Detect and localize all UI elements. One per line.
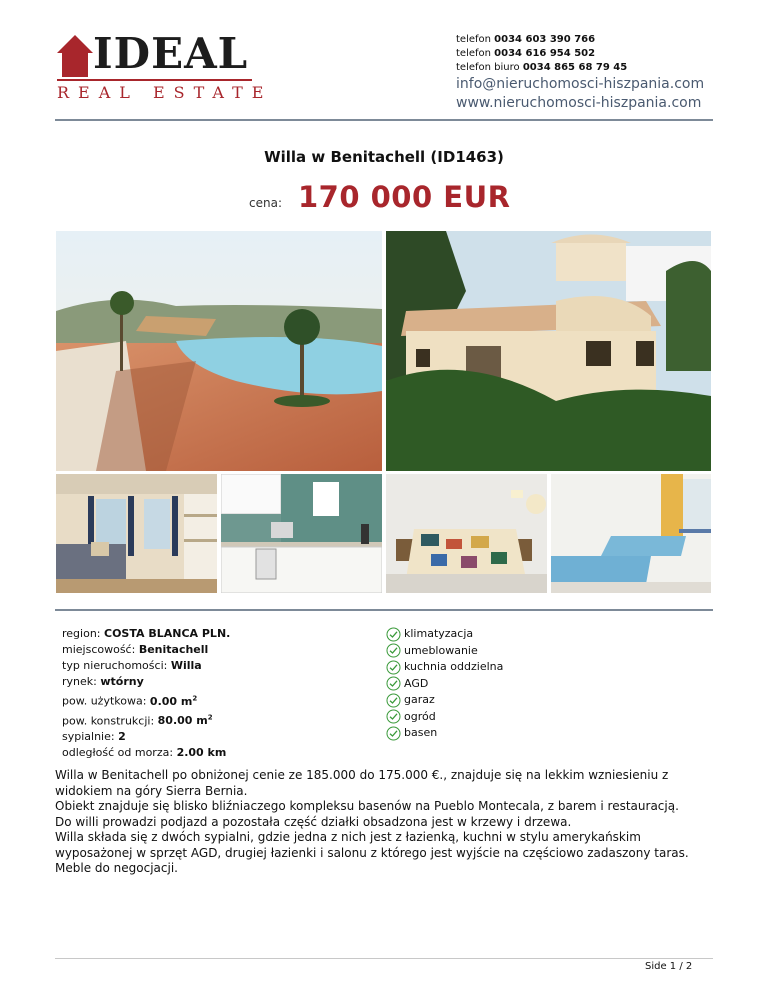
feature-item xyxy=(386,676,503,693)
description-paragraph: Meble do negocjacji. xyxy=(55,861,178,875)
spec-value: Benitachell xyxy=(138,643,209,656)
feature-label: umeblowanie xyxy=(404,643,478,657)
check-circle-icon xyxy=(386,660,401,675)
phone-number: 0034 603 390 766 xyxy=(494,34,596,45)
price-label: cena: xyxy=(249,196,282,210)
spec-built-area xyxy=(62,710,230,730)
phone-line-2 xyxy=(456,47,704,61)
property-specs xyxy=(62,626,230,761)
feature-item xyxy=(386,725,503,742)
description-paragraph: Willa w Benitachell po obniżonej cenie ze 185.000 do 175.000 €., znajduje się na lekkim wzniesieniu z widokiem na góry Sierra Bernia. xyxy=(55,768,669,798)
description-paragraph: Do willi prowadzi podjazd a pozostała część działki obsadzona jest w krzewy i drzewa. xyxy=(55,814,572,829)
photo-bedroom-twin xyxy=(551,474,711,593)
spec-label: pow. konstrukcji: xyxy=(62,714,155,728)
feature-label: kuchnia oddzielna xyxy=(404,660,504,673)
company-logo xyxy=(57,29,273,103)
spec-label: miejscowość: xyxy=(62,643,136,656)
email-link[interactable]: info@nieruchomosci-hiszpania.com xyxy=(456,76,705,92)
spec-label: sypialnie: xyxy=(62,730,115,744)
feature-item xyxy=(386,709,503,726)
photo-villa-exterior xyxy=(386,231,711,471)
listing-title: Willa w Benitachell (ID1463) xyxy=(264,148,504,166)
spec-property-type xyxy=(62,658,230,674)
spec-town xyxy=(62,642,230,658)
listing-description xyxy=(55,768,715,877)
website-link[interactable]: www.nieruchomosci-hiszpania.com xyxy=(456,95,702,111)
spec-usable-area xyxy=(62,690,230,710)
spec-label: region: xyxy=(62,627,101,640)
spec-value: 2.00 km xyxy=(176,746,227,760)
photo-pool-terrace xyxy=(56,231,382,471)
spec-region xyxy=(62,626,230,642)
feature-label: garaz xyxy=(404,693,435,706)
spec-value: COSTA BLANCA PLN. xyxy=(104,627,231,640)
feature-label: AGD xyxy=(404,676,429,690)
feature-list xyxy=(386,626,503,742)
logo-subtitle: REAL ESTATE xyxy=(57,83,273,102)
phone-line-1 xyxy=(456,33,704,47)
check-circle-icon xyxy=(386,709,401,724)
description-paragraph: Willa składa się z dwóch sypialni, gdzie jedna z nich jest z łazienką, kuchni w stylu amerykańskim wyposażonej w sprzęt AGD, drugiej łazienki i salonu z którego jest wyjście na częściowo zadaszony taras. xyxy=(55,830,689,860)
spec-label: typ nieruchomości: xyxy=(62,659,168,672)
spec-unit-sup: 2 xyxy=(192,694,198,702)
feature-label: klimatyzacja xyxy=(404,627,474,640)
feature-item xyxy=(386,659,503,676)
house-icon xyxy=(57,35,93,77)
check-circle-icon xyxy=(386,676,401,691)
spec-unit-sup: 2 xyxy=(207,713,213,722)
phone-label: telefon biuro xyxy=(456,62,520,73)
page-number: Side 1 / 2 xyxy=(645,961,693,972)
spec-value: 2 xyxy=(118,730,126,744)
photo-living-room xyxy=(56,474,217,593)
logo-name: IDEAL xyxy=(93,29,249,78)
feature-label: basen xyxy=(404,726,438,739)
description-paragraph: Obiekt znajduje się blisko bliźniaczego kompleksu basenów na Pueblo Montecala, z barem i restauracją. xyxy=(55,799,679,813)
feature-item xyxy=(386,626,503,643)
spec-value: 80.00 m xyxy=(157,714,208,728)
spec-bedrooms xyxy=(62,729,230,745)
spec-value: Willa xyxy=(170,659,202,672)
feature-label: ogród xyxy=(404,709,436,723)
phone-number: 0034 616 954 502 xyxy=(494,48,596,59)
spec-value: 0.00 m xyxy=(149,694,193,708)
spec-label: odległość od morza: xyxy=(62,746,174,760)
phone-number: 0034 865 68 79 45 xyxy=(522,62,628,73)
spec-label: rynek: xyxy=(62,675,97,688)
spec-market xyxy=(62,674,230,690)
spec-sea-distance xyxy=(62,745,230,761)
footer-divider xyxy=(55,958,713,959)
spec-label: pow. użytkowa: xyxy=(62,694,147,708)
logo-divider xyxy=(57,79,252,81)
check-circle-icon xyxy=(386,627,401,642)
header-divider xyxy=(55,119,713,121)
check-circle-icon xyxy=(386,643,401,658)
check-circle-icon xyxy=(386,726,401,741)
feature-item xyxy=(386,643,503,660)
phone-line-3 xyxy=(456,61,704,75)
spec-value: wtórny xyxy=(100,675,144,688)
section-divider xyxy=(55,609,713,611)
photo-bedroom-double xyxy=(386,474,547,593)
feature-item xyxy=(386,692,503,709)
photo-kitchen xyxy=(221,474,382,593)
price-value: 170 000 EUR xyxy=(298,180,511,214)
phone-label: telefon xyxy=(456,34,491,45)
check-circle-icon xyxy=(386,693,401,708)
contact-block xyxy=(456,33,704,113)
phone-label: telefon xyxy=(456,48,491,59)
